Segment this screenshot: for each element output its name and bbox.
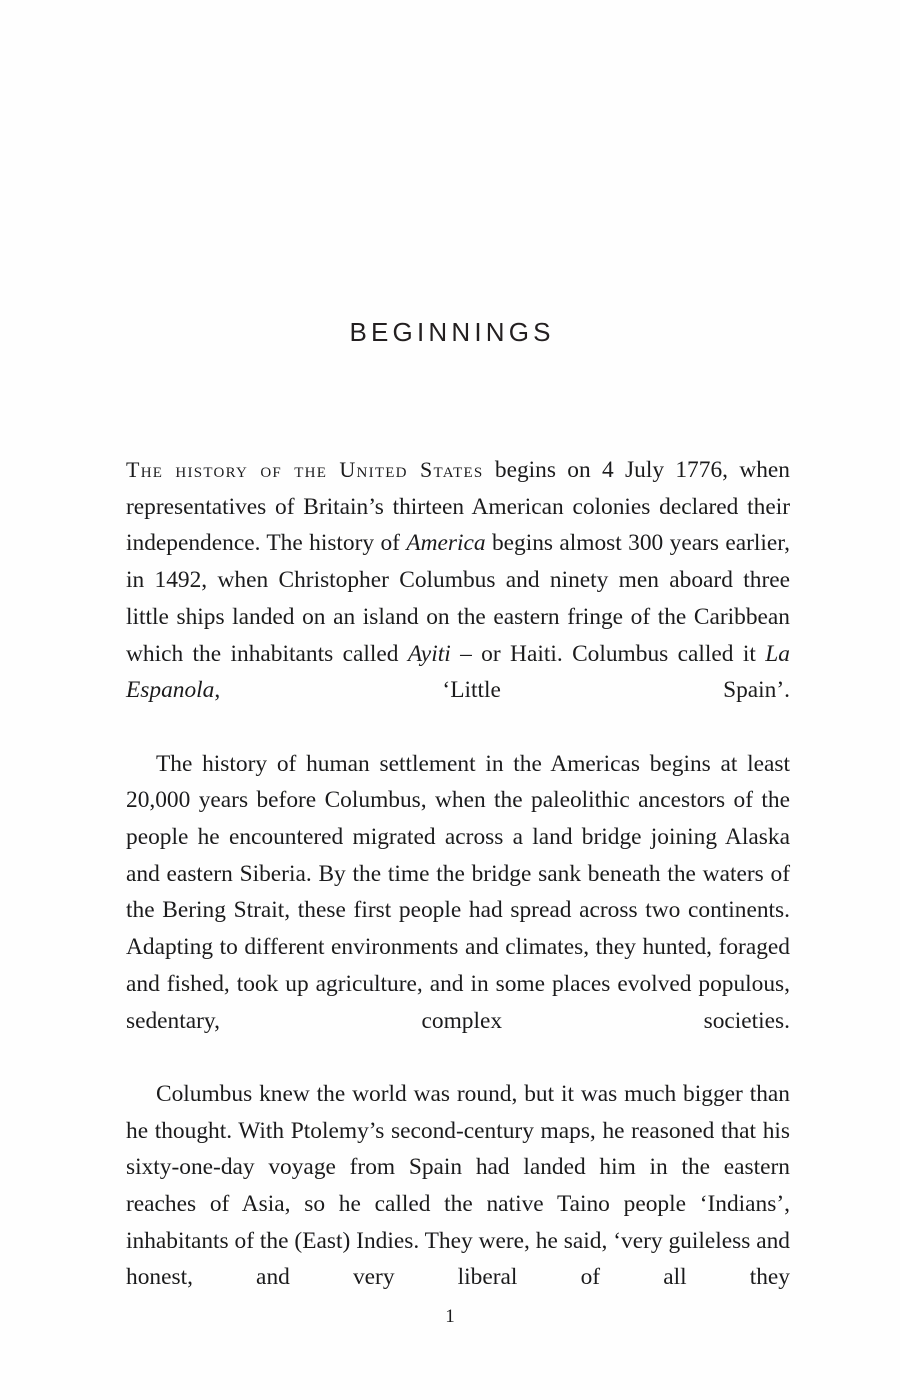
paragraph-1-run-7: , ‘Little Spain’.	[214, 677, 790, 704]
italic-la-espanola: La Espanola	[126, 640, 790, 704]
page-number: 1	[445, 1306, 455, 1327]
paragraph-1-run-1: begins on 4 July 1776, when representatives of Britain’s thirteen American colonies declared their independence. The history of	[126, 457, 790, 557]
opening-small-caps: The history of the United States	[126, 457, 484, 482]
italic-america: America	[406, 530, 486, 557]
paragraph-1-run-5: – or Haiti. Columbus called it	[450, 640, 766, 667]
paragraph-2: The history of human settlement in the Americas begins at least 20,000 years before Columbus, when the paleolithic ancestors of the people he encountered migrated across a land bridge joining Alaska and eastern Siberia. By the time the bridge sank beneath the waters of the Bering Strait, these first people had spread across two continents. Adapting to different environments and climates, they hunted, foraged and fished, took up agriculture, and in some places evolved populous, sedentary, complex societies.	[126, 750, 790, 1034]
italic-ayiti: Ayiti	[407, 640, 451, 667]
paragraph-3: Columbus knew the world was round, but it was much bigger than he thought. With Ptolemy’s second-century maps, he reasoned that his sixty-one-day voyage from Spain had landed him in the eastern reaches of Asia, so he called the native Taino people ‘Indians’, inhabitants of the (East) Indies. They were, he said, ‘very guileless and honest, and very liberal of all they	[126, 1080, 790, 1291]
paragraph-1-run-3: begins almost 300 years earlier, in 1492, when Christopher Columbus and ninety men aboard three little ships landed on an island on the eastern fringe of the Caribbean which the inhabitants called	[126, 530, 790, 667]
paragraph-1	[126, 452, 790, 746]
chapter-title: BEGINNINGS	[349, 317, 555, 348]
body-text-block	[126, 452, 790, 1333]
